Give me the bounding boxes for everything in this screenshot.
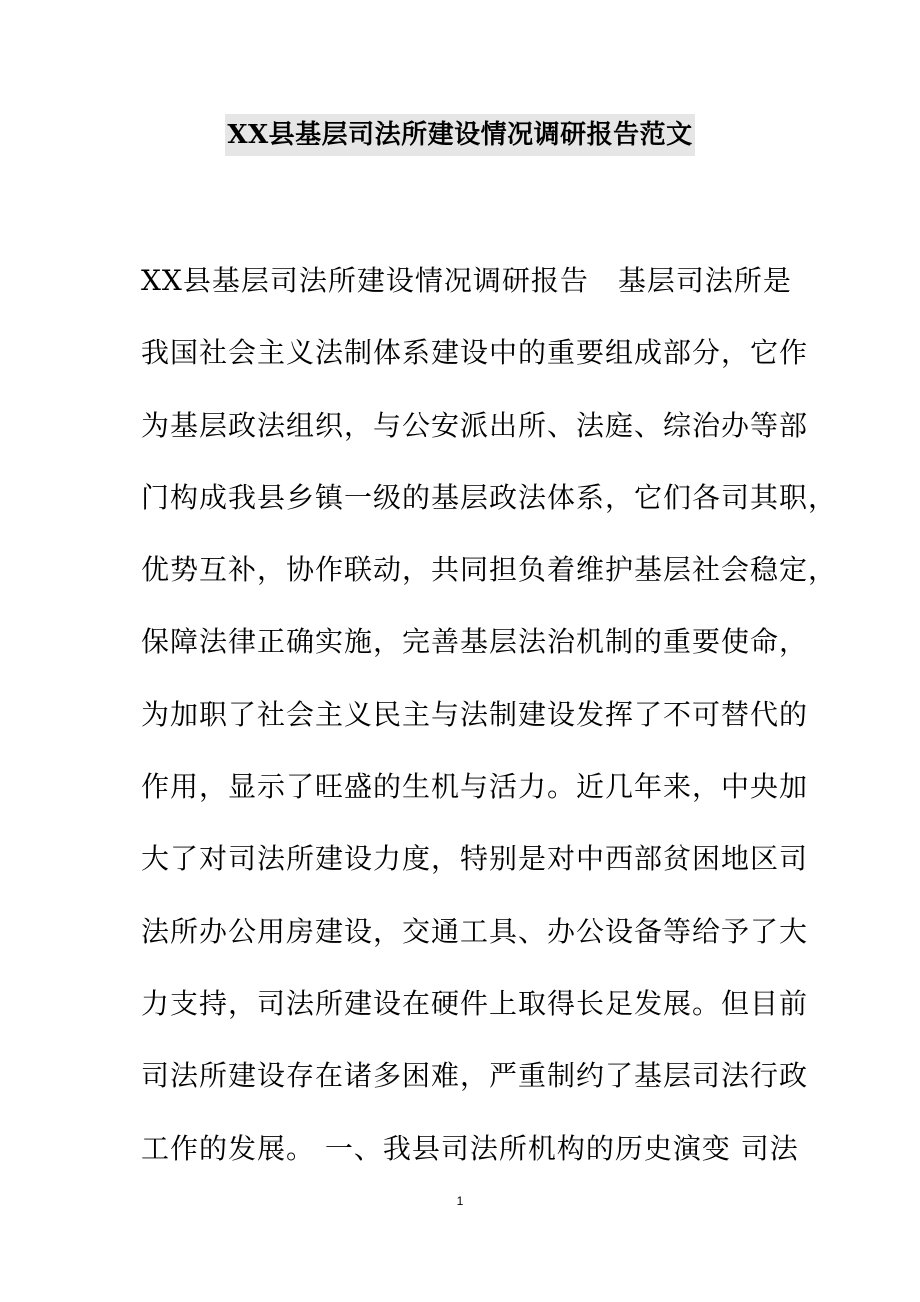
body-line-11: 力支持，司法所建设在硬件上取得长足发展。但目前: [141, 986, 809, 1020]
body-line-12: 司法所建设存在诸多困难，严重制约了基层司法行政: [141, 1059, 809, 1093]
body-line-2: 我国社会主义法制体系建设中的重要组成部分，它作: [141, 336, 809, 370]
body-line-7: 为加职了社会主义民主与法制建设发挥了不可替代的: [141, 697, 809, 731]
title-container: [0, 114, 920, 156]
body-line-3: 为基层政法组织，与公安派出所、法庭、综治办等部: [141, 408, 809, 442]
body-line-5: 优势互补，协作联动，共同担负着维护基层社会稳定，: [141, 553, 838, 587]
page-number: 1: [456, 1194, 464, 1208]
body-line-4: 门构成我县乡镇一级的基层政法体系，它们各司其职，: [141, 480, 838, 514]
body-line-10: 法所办公用房建设，交通工具、办公设备等给予了大: [141, 914, 809, 948]
body-line-13: 工作的发展。 一、我县司法所机构的历史演变 司法: [141, 1131, 799, 1165]
body-line-1: XX县基层司法所建设情况调研报告 基层司法所是: [141, 264, 792, 297]
body-line-6: 保障法律正确实施，完善基层法治机制的重要使命，: [141, 625, 809, 659]
body-line-8: 作用，显示了旺盛的生机与活力。近几年来，中央加: [141, 770, 809, 804]
document-body: [141, 256, 838, 1196]
document-title: XX县基层司法所建设情况调研报告范文: [225, 114, 694, 156]
body-line-9: 大了对司法所建设力度，特别是对中西部贫困地区司: [141, 842, 809, 876]
